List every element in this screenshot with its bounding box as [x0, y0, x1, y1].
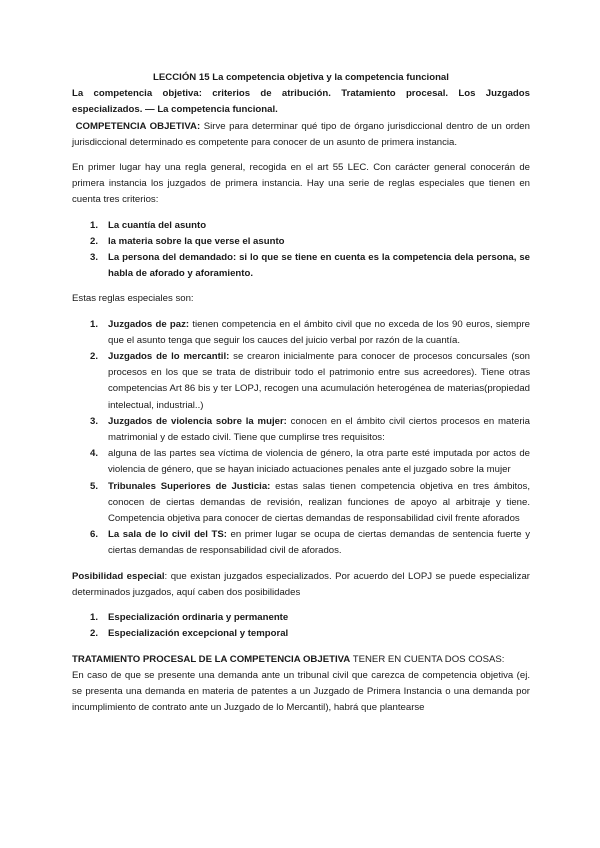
intro-label: COMPETENCIA OBJETIVA: — [75, 120, 201, 132]
list-item: 1. Especialización ordinaria y permanente — [90, 612, 289, 624]
list-item: 1. La cuantía del asunto — [90, 219, 207, 231]
list-item: 3. Juzgados de violencia sobre la mujer: conocen en el ámbito civil ciertos procesos en materia matrimonial y de estado civil. Tiene que cumplirse tres requisitos: — [90, 415, 531, 444]
specialization-list — [72, 610, 530, 642]
list-item: 3. La persona del demandado: si lo que se tiene en cuenta es la competencia dela persona, se habla de aforado y aforamiento. — [90, 252, 530, 280]
paragraph-special-possibility: Posibilidad especial: que existan juzgados especializados. Por acuerdo del LOPJ se puede especializar determinados juzgados, aquí caben dos posibilidades — [72, 570, 530, 598]
criteria-list — [72, 218, 530, 283]
document-page — [72, 70, 530, 716]
intro-paragraph — [72, 119, 530, 151]
list-item: 4. alguna de las partes sea víctima de violencia de género, la otra parte esté imputada por actos de violencia de género, que se hayan iniciado actuaciones penales ante el juzgado sobre la mujer — [90, 448, 530, 476]
rules-list — [72, 317, 530, 560]
paragraph-general-rule: En primer lugar hay una regla general, recogida en el art 55 LEC. Con carácter general conocerán de primera instancia los juzgados de primera instancia. Hay una serie de reglas especiales que tienen en cuenta tres criterios: — [72, 162, 530, 206]
procedural-treatment-paragraph: En caso de que se presente una demanda ante un tribunal civil que carezca de competencia objetiva (ej. se presenta una demanda en materia de patentes a un Juzgado de Primera Instancia o una demanda por incumplimiento de contrato ante un Juzgado de lo Mercantil), habrá que plantearse — [72, 669, 530, 714]
lesson-title: LECCIÓN 15 La competencia objetiva y la competencia funcional — [153, 72, 449, 83]
list-item: 5. Tribunales Superiores de Justicia: estas salas tienen competencia objetiva en tres ámbitos, conocen de ciertas demandas de revisión, realizan funciones de apoyo al arbitraje y tiene. Competencia objetiva para conocer de ciertas demandas de responsabilidad civil frente aforados — [90, 480, 530, 525]
procedural-treatment-heading: TRATAMIENTO PROCESAL DE LA COMPETENCIA OBJETIVA TENER EN CUENTA DOS COSAS: — [72, 653, 505, 665]
list-item: 1. Juzgados de paz: tienen competencia en el ámbito civil que no exceda de los 90 euros, siempre que el asunto tenga que seguir los cauces del juicio verbal por razón de la cuantía. — [90, 318, 530, 346]
intro-text: Sirve para determinar qué tipo de órgano jurisdiccional dentro de un orden jurisdiccional determinado es competente para conocer de un asunto de primera instancia. — [72, 120, 530, 148]
list-item: 2. Especialización excepcional y temporal — [90, 628, 289, 640]
paragraph-special-rules: Estas reglas especiales son: — [72, 293, 194, 305]
list-item: 2. la materia sobre la que verse el asunto — [90, 235, 285, 247]
list-item: 6. La sala de lo civil del TS: en primer lugar se ocupa de ciertas demandas de sentencia fuerte y ciertas demandas de responsabilidad civil de aforados. — [90, 529, 530, 557]
lesson-subtitle: La competencia objetiva: criterios de atribución. Tratamiento procesal. Los Juzgados especializados. — La competencia funcional. — [72, 88, 530, 116]
list-item: 2. Juzgados de lo mercantil: se crearon inicialmente para conocer de procesos concursales (son procesos en los que se trata de distribuir todo el patrimonio entre sus acreedores). Tiene otras competencias Art 86 bis y ter LOPJ, recogen una acumulación heterogénea de materias(propiedad intelectual, industrial..) — [90, 351, 530, 411]
